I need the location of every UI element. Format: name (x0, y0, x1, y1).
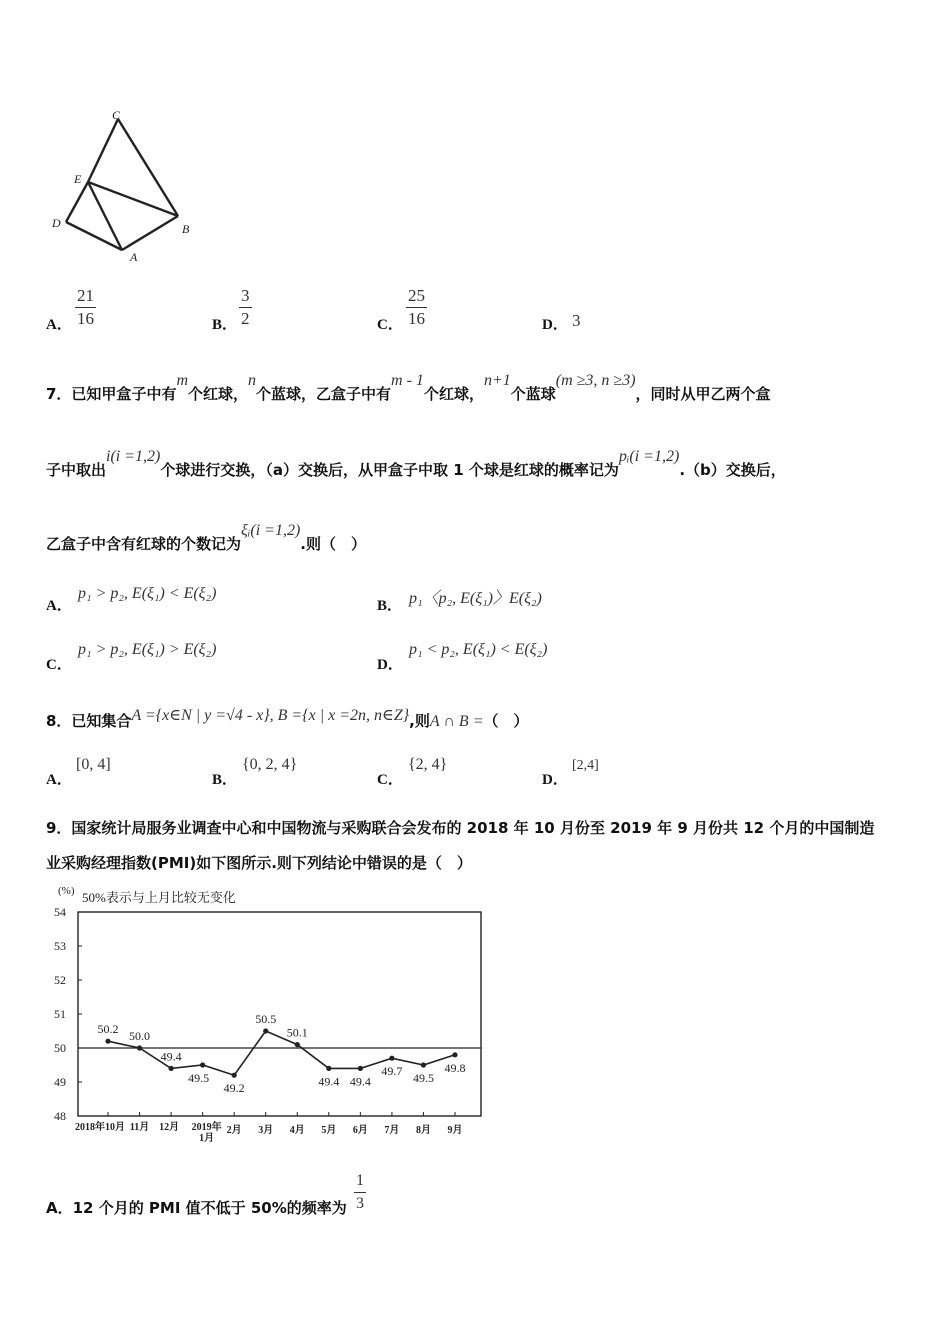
q7-math: pᵢ(i =1,2) (618, 448, 680, 465)
data-point (137, 1045, 142, 1050)
data-label: 50.0 (129, 1029, 151, 1043)
q8-math: A ={x∈N | y =√4 - x}, B ={x | x =2n, n∈Z} (131, 707, 410, 724)
q6-option-b-fraction (239, 285, 252, 330)
data-label: 49.4 (349, 1074, 371, 1089)
data-label: 49.5 (188, 1071, 210, 1085)
q7-text: .（b）交换后， (679, 461, 786, 479)
q6-option-b-num: 3 (239, 285, 252, 308)
q7-line-3 (46, 522, 366, 554)
q7-line-1 (46, 372, 771, 404)
q7-text: 个红球， (423, 385, 484, 403)
q7-text: 子中取出 (46, 461, 107, 479)
q6-option-d-value: 3 (572, 311, 581, 330)
q7-option-a-letter[interactable]: A． (46, 598, 72, 614)
y-tick-label: 48 (54, 1109, 66, 1123)
q8-option-c-letter[interactable]: C． (377, 772, 403, 788)
data-label: 49.8 (444, 1060, 466, 1075)
q6-option-c-den: 16 (408, 309, 425, 328)
chart-title: 50%表示与上月比较无变化 (82, 890, 236, 905)
x-tick-label: 4月 (289, 1125, 305, 1136)
y-tick-label: 54 (54, 905, 66, 919)
q7-text: 乙盒子中含有红球的个数记为 (46, 535, 242, 553)
x-tick-label: 2月 (226, 1125, 242, 1136)
data-point (168, 1066, 173, 1071)
q7-math: (m ≥3, n ≥3) (555, 372, 636, 389)
q7-math: n (248, 372, 257, 389)
q7-math: n+1 (483, 372, 511, 389)
x-tick-label: 1月 (199, 1133, 215, 1144)
q7-text: 7．已知甲盒子中有 (46, 385, 177, 403)
q7-option-d-letter[interactable]: D． (377, 657, 403, 673)
q8-option-a-letter[interactable]: A． (46, 772, 72, 788)
q8-text: ,则 (409, 712, 430, 730)
chart-plot-frame (78, 912, 481, 1116)
q8-math: A ∩ B = (429, 713, 484, 730)
q6-option-a-den: 16 (77, 309, 94, 328)
data-label: 49.7 (381, 1064, 403, 1079)
q9-option-a-fraction (354, 1170, 366, 1215)
x-tick-label: 2018年10月 (75, 1122, 125, 1133)
q7-option-a-expr: p₁ > p₂, E(ξ₁) < E(ξ₂) (78, 585, 217, 602)
data-point (389, 1056, 394, 1061)
q6-option-c-num: 25 (406, 285, 427, 308)
q8-text: （ ） (483, 712, 529, 730)
vertex-label-d: D (52, 216, 61, 230)
data-label: 50.5 (255, 1012, 277, 1026)
q7-option-c-letter[interactable]: C． (46, 657, 72, 673)
q7-math: m (176, 372, 189, 389)
data-label: 50.2 (97, 1022, 119, 1037)
q6-option-a-fraction (75, 285, 96, 330)
data-label: 49.4 (318, 1074, 340, 1089)
data-point (421, 1062, 426, 1067)
q6-option-c-letter[interactable]: C． (377, 317, 403, 333)
x-tick-label: 12月 (159, 1122, 180, 1133)
x-tick-label: 11月 (129, 1122, 150, 1133)
chart-ylabel: (%) (58, 885, 75, 897)
q7-option-b-expr: p₁〈p₂, E(ξ₁)〉E(ξ₂) (409, 590, 542, 607)
x-tick-label: 9月 (447, 1125, 463, 1136)
y-tick-label: 52 (54, 973, 66, 987)
q6-option-b-den: 2 (241, 309, 250, 328)
data-point (326, 1066, 331, 1071)
q7-math: m - 1 (391, 372, 424, 389)
q9-line-2: 业采购经理指数(PMI)如下图所示.则下列结论中错误的是（ ） (46, 854, 472, 872)
q8-option-a-expr: [0, 4] (76, 756, 111, 773)
q9-option-a-den: 3 (356, 1195, 364, 1212)
data-point (105, 1039, 110, 1044)
x-tick-label: 2019年 (191, 1122, 222, 1133)
vertex-label-c: C (112, 108, 121, 122)
q6-option-b-letter[interactable]: B． (212, 317, 238, 333)
q7-math: ξᵢ(i =1,2) (241, 522, 301, 539)
data-label: 49.2 (223, 1081, 245, 1096)
data-point (232, 1073, 237, 1078)
vertex-label-e: E (74, 172, 82, 186)
q8-text: 8．已知集合 (46, 712, 132, 730)
data-label: 50.1 (286, 1025, 308, 1040)
q7-text: .则（ ） (300, 535, 366, 553)
q9-option-a-num: 1 (354, 1170, 366, 1193)
q8-option-d-expr: [2,4] (572, 758, 599, 773)
pmi-chart (40, 880, 500, 1150)
q7-text: 个球进行交换，（a）交换后，从甲盒子中取 1 个球是红球的概率记为 (160, 461, 619, 479)
q7-option-c-expr: p₁ > p₂, E(ξ₁) > E(ξ₂) (78, 641, 217, 658)
x-tick-label: 7月 (384, 1125, 400, 1136)
q7-text: 个红球， (188, 385, 249, 403)
vertex-label-b: B (182, 222, 190, 236)
q8-option-b-letter[interactable]: B． (212, 772, 238, 788)
y-tick-label: 50 (54, 1041, 66, 1055)
q8-option-c-expr: {2, 4} (408, 756, 448, 773)
q7-text: ，同时从甲乙两个盒 (635, 385, 771, 403)
data-label: 49.5 (412, 1071, 434, 1085)
data-point (295, 1042, 300, 1047)
q6-option-c-fraction (406, 285, 427, 330)
vertex-label-a: A (130, 250, 138, 264)
q8-stem (46, 707, 529, 731)
q8-option-b-expr: {0, 2, 4} (242, 756, 298, 773)
q7-text: 个蓝球，乙盒子中有 (256, 385, 392, 403)
q8-option-d-letter[interactable]: D． (542, 772, 568, 788)
data-point (200, 1062, 205, 1067)
y-tick-label: 49 (54, 1075, 66, 1089)
q7-text: 个蓝球 (510, 385, 556, 403)
geometry-figure (40, 105, 210, 275)
data-point (452, 1052, 457, 1057)
data-point (358, 1066, 363, 1071)
data-point (263, 1028, 268, 1033)
y-tick-label: 51 (54, 1007, 66, 1021)
x-tick-label: 3月 (258, 1125, 274, 1136)
q6-option-d-letter[interactable]: D． (542, 317, 568, 333)
data-label: 49.4 (160, 1049, 182, 1064)
q9-line-1: 9．国家统计局服务业调查中心和中国物流与采购联合会发布的 2018 年 10 月份至 2019 年 9 月份共 12 个月的中国制造 (46, 819, 875, 837)
x-tick-label: 5月 (321, 1125, 337, 1136)
q7-math: i(i =1,2) (106, 448, 161, 465)
q7-line-2 (46, 448, 786, 480)
q6-option-a-letter[interactable]: A． (46, 317, 72, 333)
q7-option-d-expr: p₁ < p₂, E(ξ₁) < E(ξ₂) (409, 641, 548, 658)
q6-option-a-num: 21 (75, 285, 96, 308)
x-tick-label: 6月 (352, 1125, 368, 1136)
x-tick-label: 8月 (415, 1125, 431, 1136)
y-tick-label: 53 (54, 939, 66, 953)
q7-option-b-letter[interactable]: B． (377, 598, 403, 614)
q9-option-a-text[interactable]: A．12 个月的 PMI 值不低于 50%的频率为 (46, 1199, 347, 1217)
